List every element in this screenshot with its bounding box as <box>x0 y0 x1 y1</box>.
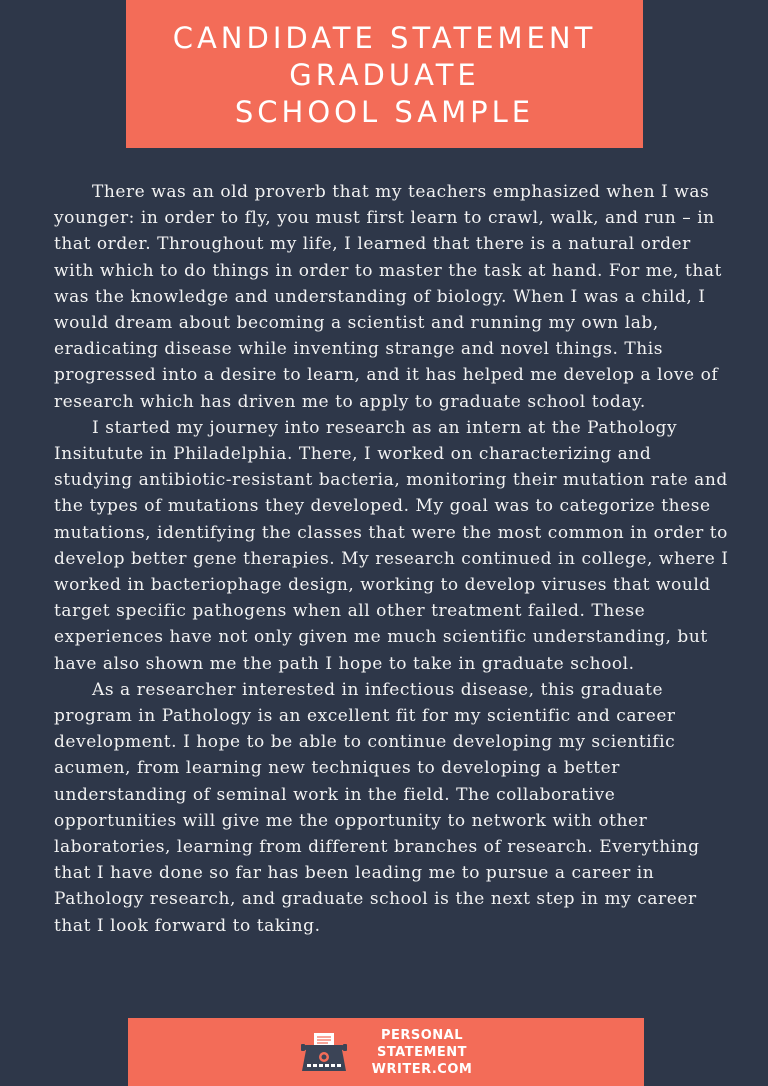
title-banner <box>126 0 643 148</box>
logo-line-2: STATEMENT <box>376 1045 468 1060</box>
logo-text <box>352 1027 492 1078</box>
title-line-1: CANDIDATE STATEMENT <box>172 21 597 55</box>
logo-line-1: PERSONAL <box>380 1028 464 1043</box>
title-line-3: SCHOOL SAMPLE <box>234 95 535 129</box>
typewriter-icon <box>300 1031 348 1075</box>
logo-line-3: WRITER.COM <box>371 1062 473 1077</box>
footer-banner <box>128 1018 644 1086</box>
statement-body <box>54 179 730 939</box>
paragraph-2: I started my journey into research as an intern at the Pathology Insitutute in Philadelphia. There, I worked on characterizing and studying antibiotic-resistant bacteria, monitoring their mutation rate and the types of mutations they developed. My goal was to categorize these mutations, identifying the classes that were the most common in order to develop better gene therapies. My research continued in college, where I worked in bacteriophage design, working to develop viruses that would target specific pathogens when all other treatment failed. These experiences have not only given me much scientific understanding, but have also shown me the path I hope to take in graduate school. <box>54 417 729 674</box>
paragraph-3: As a researcher interested in infectious disease, this graduate program in Pathology is an excellent fit for my scientific and career development. I hope to be able to continue developing my scientific acumen, from learning new techniques to developing a better understanding of seminal work in the field. The collaborative opportunities will give me the opportunity to network with other laboratories, learning from different branches of research. Everything that I have done so far has been leading me to pursue a career in Pathology research, and graduate school is the next step in my career that I look forward to taking. <box>54 679 700 936</box>
paragraph-1: There was an old proverb that my teachers emphasized when I was younger: in order to fly, you must first learn to crawl, walk, and run – in that order. Throughout my life, I learned that there is a natural order with which to do things in order to master the task at hand. For me, that was the knowledge and understanding of biology. When I was a child, I would dream about becoming a scientist and running my own lab, eradicating disease while inventing strange and novel things. This progressed into a desire to learn, and it has helped me develop a love of research which has driven me to apply to graduate school today. <box>54 182 722 412</box>
title-line-2: GRADUATE <box>289 58 480 92</box>
brand-logo[interactable] <box>300 1027 490 1079</box>
